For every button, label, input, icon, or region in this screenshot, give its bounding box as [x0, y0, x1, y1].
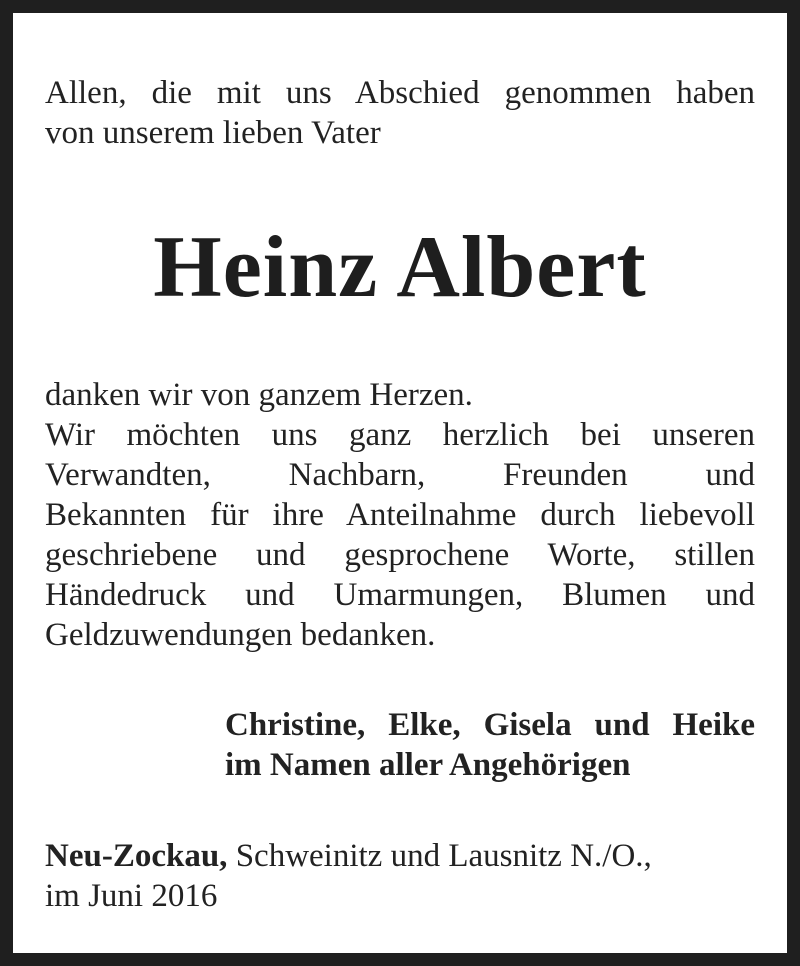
signoff-block — [225, 705, 755, 785]
thanks-line: geschriebene und gesprochene Worte, stillen — [45, 537, 755, 573]
thanks-line: danken wir von ganzem Herzen. — [45, 377, 473, 413]
intro-text — [45, 73, 755, 153]
thanks-text — [45, 375, 755, 655]
deceased-name: Heinz Albert — [153, 219, 647, 316]
place-line — [45, 836, 755, 876]
signoff-names: Christine, Elke, Gisela und Heike — [225, 707, 755, 743]
date-line: im Juni 2016 — [45, 878, 218, 914]
notice-content — [45, 73, 755, 914]
place-towns: Schweinitz und Lausnitz N./O., — [227, 838, 652, 874]
thanks-line: Wir möchten uns ganz herzlich bei unseren — [45, 417, 755, 453]
intro-line-1: Allen, die mit uns Abschied genommen haben — [45, 75, 755, 111]
signoff-family: im Namen aller Angehörigen — [225, 747, 631, 783]
thanks-line: Bekannten für ihre Anteilnahme durch liebevoll — [45, 497, 755, 533]
intro-line-2: von unserem lieben Vater — [45, 115, 381, 151]
thanks-line: Geldzuwendungen bedanken. — [45, 617, 436, 653]
thanks-line: Händedruck und Umarmungen, Blumen und — [45, 577, 755, 613]
thanks-line: Verwandten, Nachbarn, Freunden und — [45, 457, 755, 493]
place-town: Neu-Zockau, — [45, 838, 228, 874]
place-date-block — [45, 836, 755, 916]
